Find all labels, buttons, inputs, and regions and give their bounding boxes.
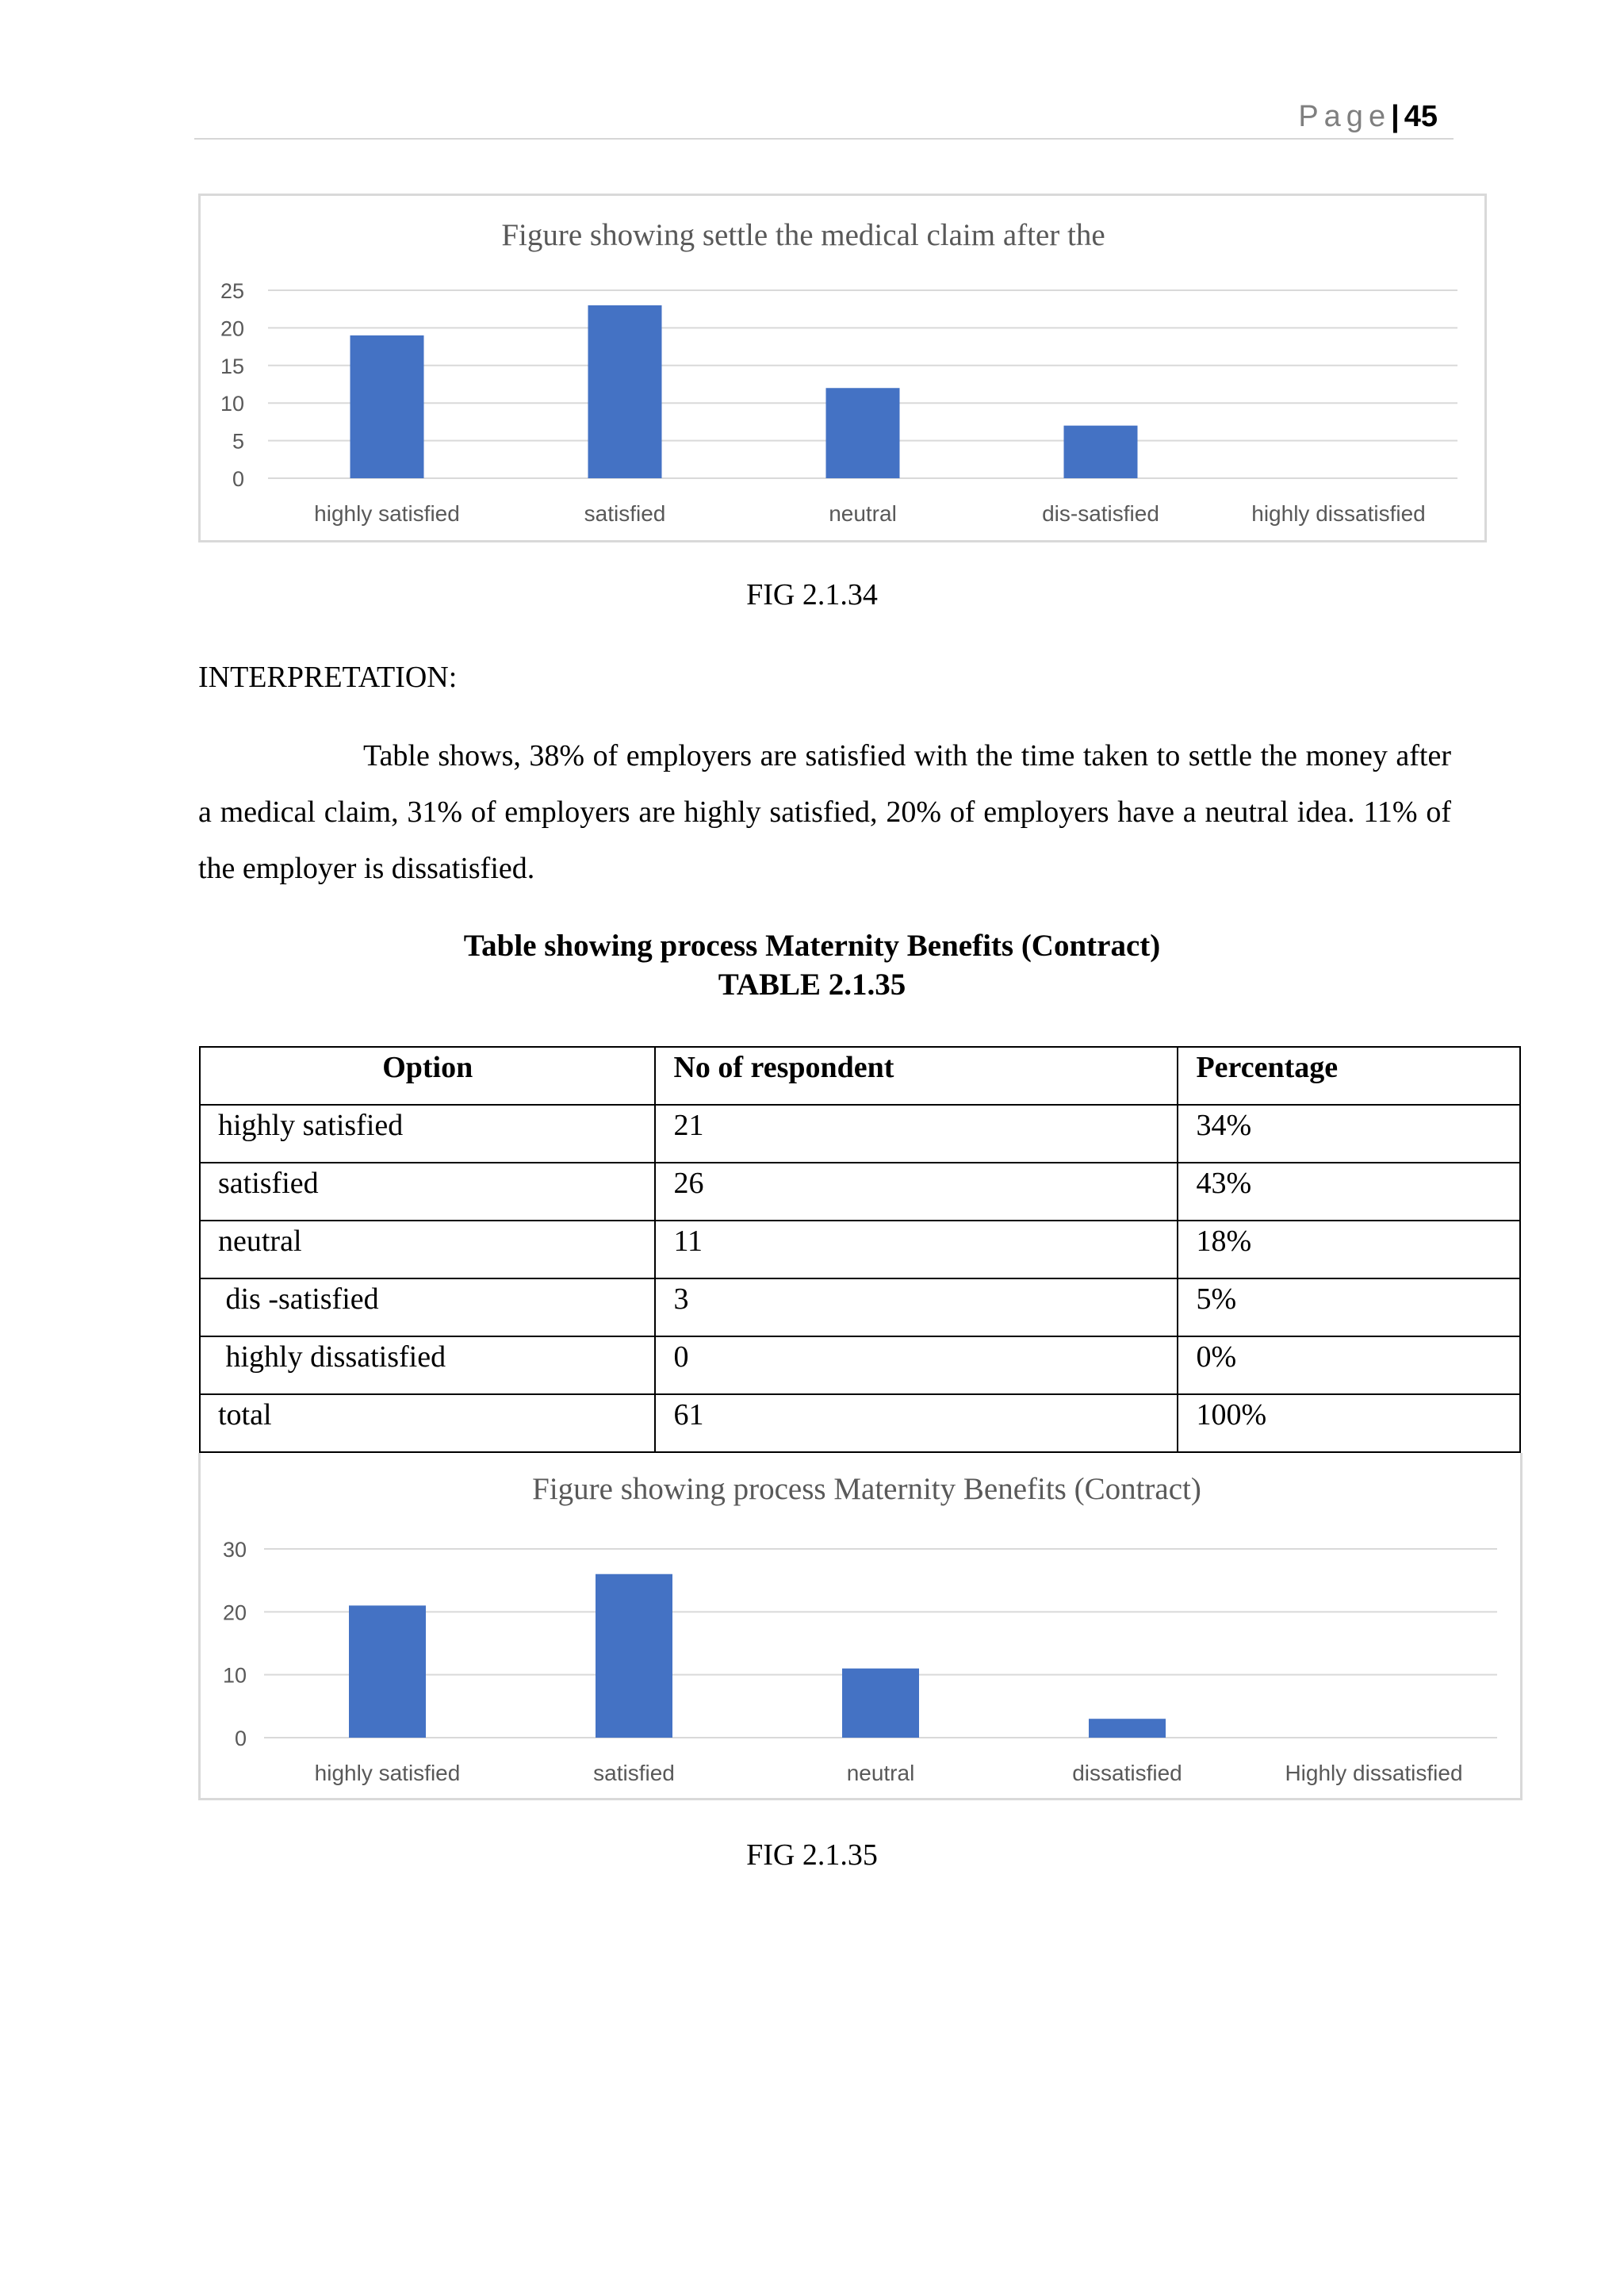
bar xyxy=(826,388,900,478)
x-category-label: highly satisfied xyxy=(314,1761,461,1785)
interpretation-paragraph xyxy=(198,728,1451,897)
table-row xyxy=(200,1105,1520,1163)
cell-percentage: 43% xyxy=(1178,1163,1520,1221)
x-category-label: neutral xyxy=(829,501,897,526)
y-tick-label: 0 xyxy=(232,467,244,491)
bar xyxy=(842,1669,919,1738)
chart-maternity-benefits xyxy=(198,1453,1522,1800)
cell-option: neutral xyxy=(200,1221,655,1278)
page-number: 45 xyxy=(1404,100,1438,133)
chart-medical-claim xyxy=(198,194,1487,542)
interpretation-heading: INTERPRETATION: xyxy=(198,661,458,694)
maternity-benefits-table xyxy=(199,1046,1521,1453)
table-row xyxy=(200,1163,1520,1221)
x-category-label: highly dissatisfied xyxy=(1251,501,1426,526)
x-category-label: satisfied xyxy=(593,1761,675,1785)
table-title: Table showing process Maternity Benefits (Contract) xyxy=(463,929,1161,963)
y-tick-label: 25 xyxy=(220,279,244,303)
bar xyxy=(1064,426,1138,478)
x-category-label: highly satisfied xyxy=(314,501,460,526)
cell-option: highly satisfied xyxy=(200,1105,655,1163)
cell-percentage: 100% xyxy=(1178,1394,1520,1452)
table-row-total xyxy=(200,1394,1520,1452)
bar xyxy=(588,305,662,478)
x-category-label: dis-satisfied xyxy=(1042,501,1159,526)
cell-respondents: 61 xyxy=(655,1394,1178,1452)
x-category-label: satisfied xyxy=(584,501,666,526)
cell-option: highly dissatisfied xyxy=(200,1336,655,1394)
cell-option: total xyxy=(200,1394,655,1452)
page-number-label xyxy=(1298,98,1438,135)
table-number: TABLE 2.1.35 xyxy=(718,968,906,1002)
chart-title: Figure showing settle the medical claim after the xyxy=(501,218,1105,252)
y-tick-label: 20 xyxy=(222,1600,247,1625)
table-row xyxy=(200,1336,1520,1394)
cell-percentage: 34% xyxy=(1178,1105,1520,1163)
cell-respondents: 11 xyxy=(655,1221,1178,1278)
bar xyxy=(349,1605,426,1738)
y-tick-label: 30 xyxy=(222,1538,247,1562)
x-category-label: Highly dissatisfied xyxy=(1285,1761,1463,1785)
header-percentage: Percentage xyxy=(1178,1047,1520,1105)
bar xyxy=(350,335,424,478)
x-category-label: neutral xyxy=(846,1761,915,1785)
chart-maternity-benefits-svg xyxy=(201,1453,1525,1800)
cell-respondents: 21 xyxy=(655,1105,1178,1163)
cell-percentage: 0% xyxy=(1178,1336,1520,1394)
cell-respondents: 26 xyxy=(655,1163,1178,1221)
y-tick-label: 5 xyxy=(232,429,244,454)
figure-caption-2-1-35: FIG 2.1.35 xyxy=(746,1838,878,1872)
cell-option: dis -satisfied xyxy=(200,1278,655,1336)
cell-respondents: 3 xyxy=(655,1278,1178,1336)
page-word: Page xyxy=(1298,100,1392,133)
table-header-row xyxy=(200,1047,1520,1105)
bar xyxy=(1089,1719,1166,1738)
page-separator: | xyxy=(1391,100,1400,133)
cell-respondents: 0 xyxy=(655,1336,1178,1394)
header-option: Option xyxy=(200,1047,655,1105)
x-category-label: dissatisfied xyxy=(1072,1761,1182,1785)
y-tick-label: 15 xyxy=(220,354,244,378)
cell-option: satisfied xyxy=(200,1163,655,1221)
table-row xyxy=(200,1221,1520,1278)
interpretation-text: Table shows, 38% of employers are satisfied with the time taken to settle the money after a medical claim, 31% of employers are highly satisfied, 20% of employers have a neutral idea. 11% of the employer is dissatisfied. xyxy=(198,739,1451,885)
y-tick-label: 0 xyxy=(234,1727,247,1750)
cell-percentage: 18% xyxy=(1178,1221,1520,1278)
y-tick-label: 10 xyxy=(220,392,244,416)
table-row xyxy=(200,1278,1520,1336)
header-respondents: No of respondent xyxy=(655,1047,1178,1105)
bar xyxy=(596,1574,672,1738)
y-tick-label: 20 xyxy=(220,316,244,341)
y-tick-label: 10 xyxy=(222,1663,247,1688)
chart-title: Figure showing process Maternity Benefits (Contract) xyxy=(532,1472,1201,1506)
figure-caption-2-1-34: FIG 2.1.34 xyxy=(746,578,878,611)
page-header xyxy=(194,98,1454,140)
cell-percentage: 5% xyxy=(1178,1278,1520,1336)
chart-medical-claim-svg xyxy=(201,196,1489,545)
